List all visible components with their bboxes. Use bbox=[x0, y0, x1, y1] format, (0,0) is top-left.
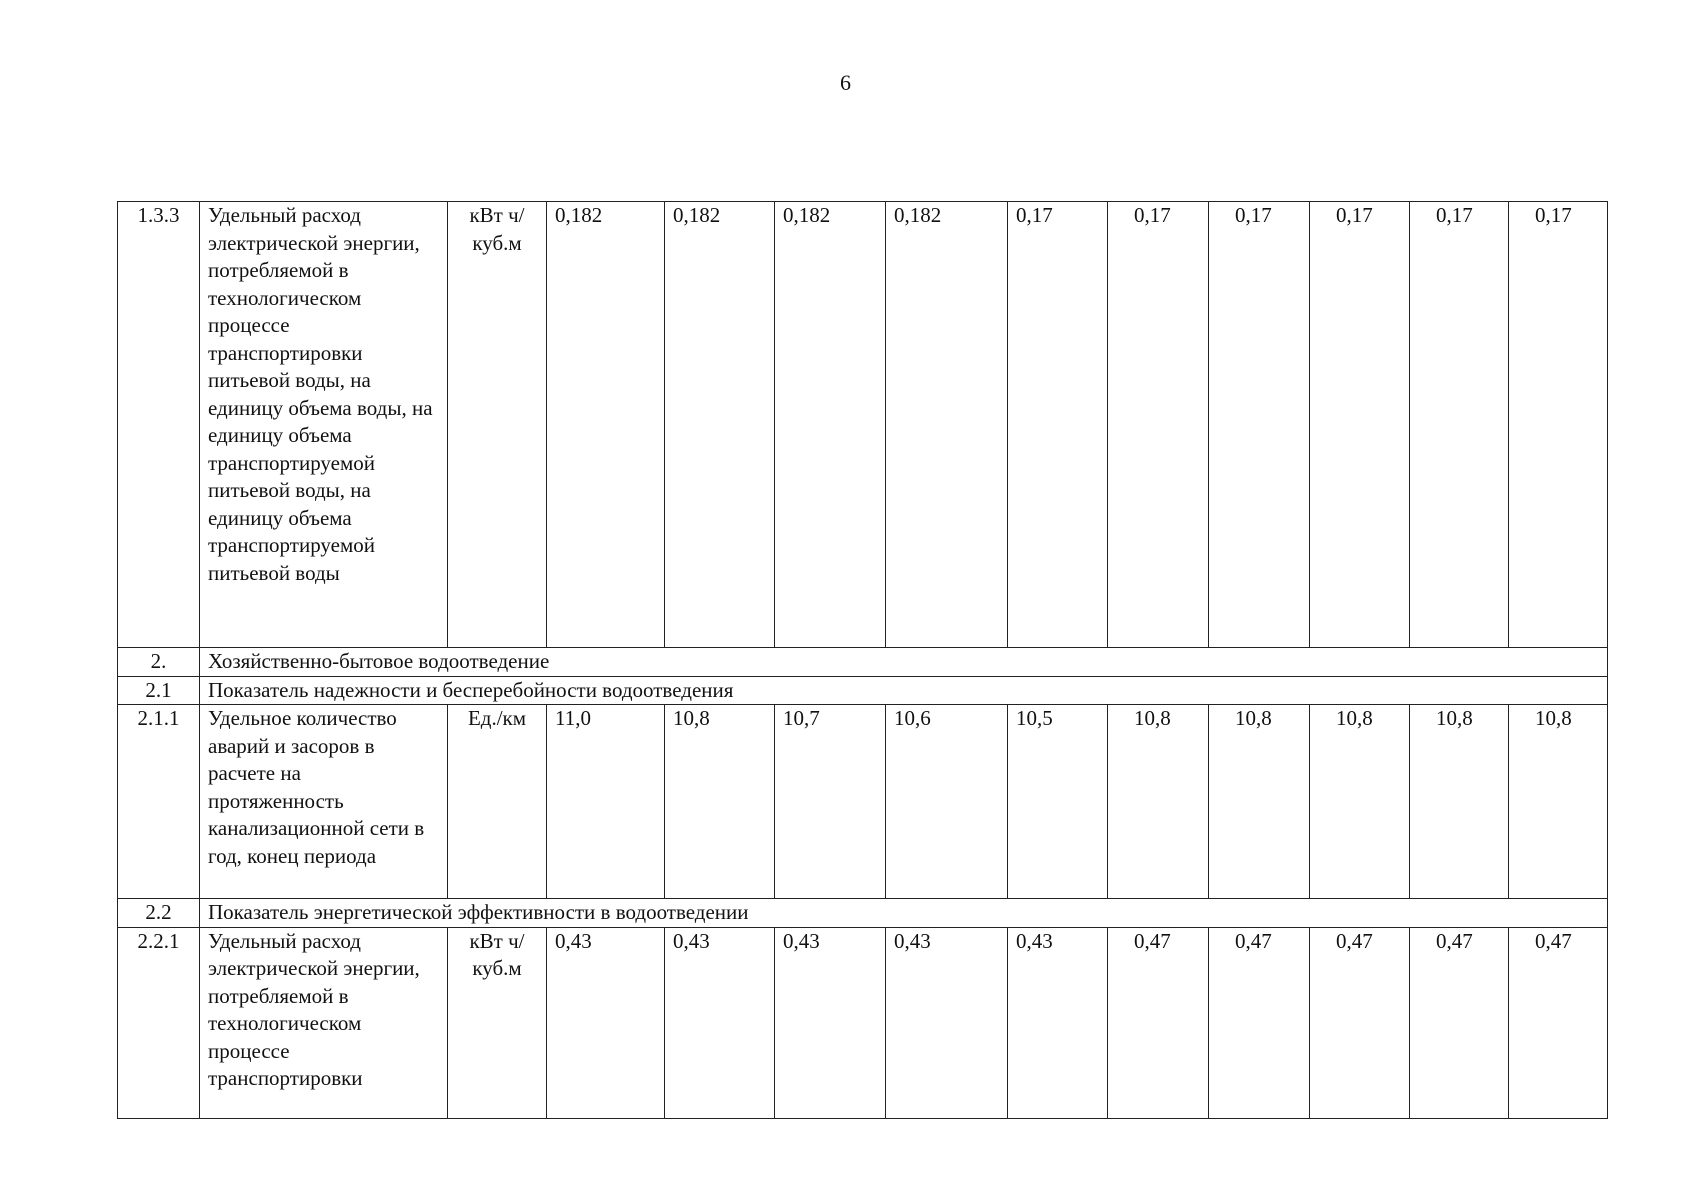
indicators-table bbox=[117, 201, 1608, 1119]
unit-cell: Ед./км bbox=[448, 705, 547, 899]
table-row bbox=[118, 202, 1608, 648]
section-row bbox=[118, 648, 1608, 677]
value-cell: 0,43 bbox=[665, 927, 775, 1118]
value-cell: 10,7 bbox=[775, 705, 886, 899]
value-cell: 0,43 bbox=[547, 927, 665, 1118]
value-cell: 0,182 bbox=[775, 202, 886, 648]
value-cell: 0,17 bbox=[1410, 202, 1509, 648]
value-cell: 0,47 bbox=[1310, 927, 1410, 1118]
row-number: 2. bbox=[118, 648, 200, 677]
value-cell: 11,0 bbox=[547, 705, 665, 899]
value-cell: 0,17 bbox=[1108, 202, 1209, 648]
row-number: 2.2 bbox=[118, 899, 200, 928]
value-cell: 10,8 bbox=[665, 705, 775, 899]
value-cell: 0,47 bbox=[1509, 927, 1608, 1118]
unit-cell: кВт ч/куб.м bbox=[448, 927, 547, 1118]
unit-cell: кВт ч/куб.м bbox=[448, 202, 547, 648]
table-row bbox=[118, 705, 1608, 899]
value-cell: 0,47 bbox=[1410, 927, 1509, 1118]
value-cell: 0,17 bbox=[1209, 202, 1310, 648]
indicator-name: Удельный расход электрической энергии, потребляемой в технологическом процессе транспортировки bbox=[200, 927, 448, 1118]
value-cell: 0,43 bbox=[886, 927, 1008, 1118]
value-cell: 10,8 bbox=[1209, 705, 1310, 899]
indicator-name: Удельный расход электрической энергии, потребляемой в технологическом процессе транспортировки питьевой воды, на единицу объема воды, на единицу объема транспортируемой питьевой воды, на единицу объема транспортируемой питьевой воды bbox=[200, 202, 448, 648]
value-cell: 0,182 bbox=[665, 202, 775, 648]
section-row bbox=[118, 899, 1608, 928]
section-title: Показатель энергетической эффективности в водоотведении bbox=[200, 899, 1608, 928]
value-cell: 10,8 bbox=[1108, 705, 1209, 899]
value-cell: 0,43 bbox=[775, 927, 886, 1118]
value-cell: 10,8 bbox=[1509, 705, 1608, 899]
value-cell: 10,6 bbox=[886, 705, 1008, 899]
value-cell: 0,17 bbox=[1008, 202, 1108, 648]
value-cell: 0,182 bbox=[886, 202, 1008, 648]
row-number: 2.1.1 bbox=[118, 705, 200, 899]
value-cell: 10,8 bbox=[1410, 705, 1509, 899]
table-row bbox=[118, 927, 1608, 1118]
value-cell: 0,182 bbox=[547, 202, 665, 648]
row-number: 2.2.1 bbox=[118, 927, 200, 1118]
value-cell: 0,47 bbox=[1108, 927, 1209, 1118]
section-row bbox=[118, 676, 1608, 705]
row-number: 2.1 bbox=[118, 676, 200, 705]
value-cell: 0,47 bbox=[1209, 927, 1310, 1118]
value-cell: 0,17 bbox=[1509, 202, 1608, 648]
page-number: 6 bbox=[840, 70, 851, 95]
value-cell: 0,17 bbox=[1310, 202, 1410, 648]
indicator-name: Удельное количество аварий и засоров в расчете на протяженность канализационной сети в год, конец периода bbox=[200, 705, 448, 899]
section-title: Показатель надежности и бесперебойности водоотведения bbox=[200, 676, 1608, 705]
value-cell: 10,5 bbox=[1008, 705, 1108, 899]
row-number: 1.3.3 bbox=[118, 202, 200, 648]
value-cell: 0,43 bbox=[1008, 927, 1108, 1118]
section-title: Хозяйственно-бытовое водоотведение bbox=[200, 648, 1608, 677]
value-cell: 10,8 bbox=[1310, 705, 1410, 899]
